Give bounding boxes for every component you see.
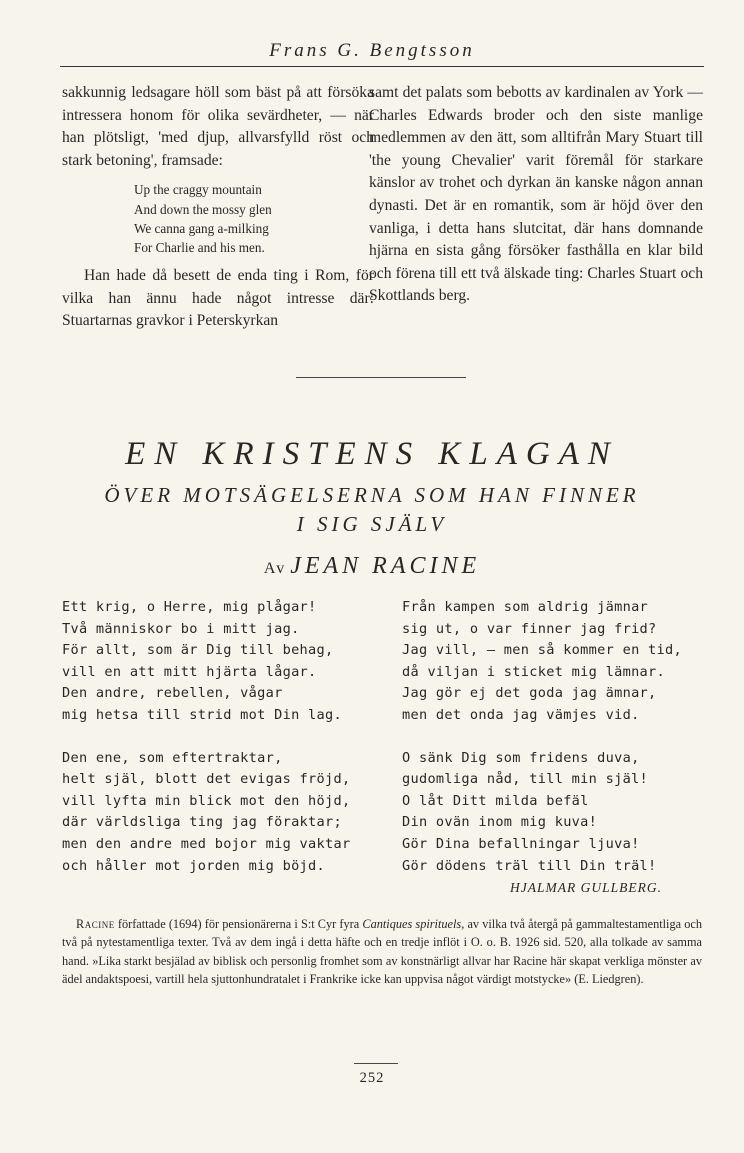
poem-line: O sänk Dig som fridens duva,	[402, 749, 640, 766]
paragraph-rome: Han hade då besett de enda ting i Rom, för vilka han ännu hade något intresse där: Stuartarnas gravkor i Peterskyrkan	[62, 267, 374, 330]
poem-line: Gör Dina befallningar ljuva!	[402, 835, 640, 852]
poem-line: mig hetsa till strid mot Din lag.	[62, 706, 342, 723]
poem-line: Från kampen som aldrig jämnar	[402, 599, 649, 615]
poem-line: vill lyfta min blick mot den höjd,	[62, 792, 351, 809]
stanza-1	[62, 597, 350, 727]
poem-line: Jag vill, — men så kommer en tid,	[402, 642, 682, 659]
paragraph-intro: sakkunnig ledsagare höll som bäst på att försöka intressera honom för olika sevärdheter, — när han plötsligt, 'med djup, allvarsfylld röst och stark betoning', framsade:	[62, 84, 374, 169]
note-work-title: Cantiques spirituels,	[362, 917, 465, 931]
song-line: And down the mossy glen	[134, 201, 272, 217]
page-number: 252	[359, 1070, 385, 1086]
note-text: av vilka två återgå på gammaltestamentliga och två på nytestamentliga texter. Två av dem ingå i detta häfte och en tredje inflöt i O. o. B. 1926 sid. 520, alla tolkade av samma hand. »Lika starkt besjälad av biblisk och personlig fromhet som av konstnärligt allvar har Racine här skapat verkliga mönster av ädel andaktspoesi, vartill hela sjuttonhundratalet i Frankrike icke kan uppvisa något värdigt motstycke» (E. Liedgren).	[62, 917, 702, 986]
song-line: We canna gang a-milking	[134, 220, 269, 236]
poem-line: helt själ, blott det evigas fröjd,	[62, 771, 351, 788]
poem-subtitle-line1: ÖVER MOTSÄGELSERNA SOM HAN FINNER	[104, 483, 640, 507]
poem-line: Ett krig, o Herre, mig plågar!	[62, 599, 317, 615]
paragraph-continuation: samt det palats som bebotts av kardinalen av York — Charles Edwards broder och den siste manlige medlemmen av den ätt, som alltifrån Mary Stuart till 'the young Chevalier' varit föremål för starkare känslor av trohet och dyrkan än kanske någon annan dynasti. Det är en romantik, som är höjd över den vanliga, i detta hans slutcitat, där hans domnande hjärna en sista gång försöker fasthålla en klar bild och förena till ett två älskade ting: Charles Stuart och Skottlands berg.	[369, 84, 703, 305]
stanza-4	[402, 748, 682, 878]
section-divider	[296, 377, 466, 378]
author-name: JEAN RACINE	[290, 553, 481, 579]
editorial-note	[62, 915, 702, 988]
poem-line: sig ut, o var finner jag frid?	[402, 620, 657, 637]
poem-line: men det onda jag vämjes vid.	[402, 706, 640, 723]
song-quote	[134, 180, 374, 257]
poem-line: vill en att mitt hjärta lågar.	[62, 663, 317, 680]
song-line: Up the craggy mountain	[134, 182, 262, 198]
author-prefix: Av	[263, 560, 287, 577]
poem-line: För allt, som är Dig till behag,	[62, 642, 334, 659]
poem-line: Jag gör ej det goda jag ämnar,	[402, 685, 657, 702]
poem-line: då viljan i sticket mig lämnar.	[402, 663, 666, 680]
poem-title: EN KRISTENS KLAGAN	[125, 436, 619, 472]
note-text: författade (1694) för pensionärerna i S:t Cyr fyra	[114, 917, 363, 931]
poem-line: Den ene, som eftertraktar,	[62, 749, 283, 766]
stanza-3	[402, 597, 682, 727]
poem-line: Den andre, rebellen, vågar	[62, 685, 283, 702]
poem-line: gudomliga nåd, till min själ!	[402, 771, 649, 788]
translator-signature: HJALMAR GULLBERG.	[510, 880, 662, 895]
note-lead: Racine	[76, 917, 115, 931]
left-column	[62, 82, 374, 333]
header-rule	[60, 66, 704, 67]
poem-line: där världsliga ting jag föraktar;	[62, 814, 342, 831]
poem-line: Din ovän inom mig kuva!	[402, 814, 598, 831]
poem-line: O låt Ditt milda befäl	[402, 792, 589, 809]
footer-rule	[354, 1063, 398, 1064]
poem-line: Gör dödens träl till Din träl!	[402, 857, 657, 874]
poem-author	[0, 549, 744, 586]
right-column	[369, 82, 703, 308]
poem-line: Två människor bo i mitt jag.	[62, 620, 300, 637]
stanza-2	[62, 748, 350, 878]
poem-right-column	[402, 597, 682, 898]
song-line: For Charlie and his men.	[134, 239, 265, 255]
poem-line: men den andre med bojor mig vaktar	[62, 835, 351, 852]
poem-subtitle-line2: I SIG SJÄLV	[296, 512, 448, 536]
running-head: Frans G. Bengtsson	[269, 40, 475, 61]
poem-left-column	[62, 597, 350, 898]
poem-line: och håller mot jorden mig böjd.	[62, 857, 326, 874]
